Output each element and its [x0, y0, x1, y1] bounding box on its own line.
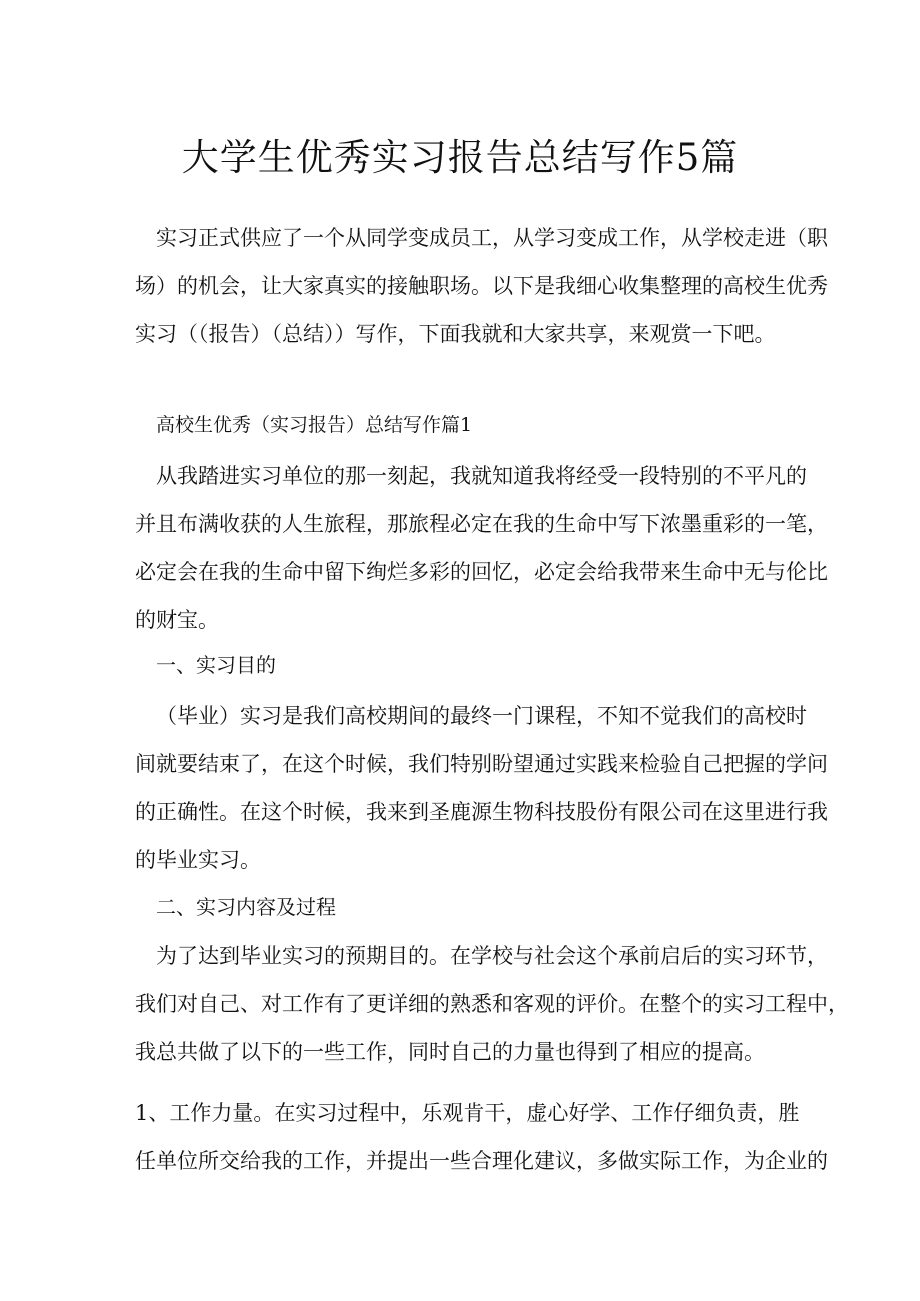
opening-paragraph	[135, 452, 828, 644]
intro-paragraph	[135, 214, 828, 358]
opening-line: 必定会在我的生命中留下绚烂多彩的回忆，必定会给我带来生命中无与伦比	[135, 560, 828, 584]
section1-heading: 一、实习目的	[156, 653, 276, 677]
item1-paragraph	[135, 1089, 828, 1185]
chapter-heading: 高校生优秀（实习报告）总结写作篇1	[156, 414, 473, 436]
intro-line: 实习（（报告）（总结））写作，下面我就和大家共享，来观赏一下吧。	[135, 322, 776, 346]
section2-line: 我总共做了以下的一些工作，同时自己的力量也得到了相应的提高。	[135, 1040, 765, 1064]
document-title: 大学生优秀实习报告总结写作5篇	[181, 136, 739, 179]
section1-line: 的毕业实习。	[135, 848, 261, 872]
item1-line: 1、工作力量。在实习过程中，乐观肯干，虚心好学、工作仔细负责，胜	[135, 1101, 800, 1125]
item1-line: 任单位所交给我的工作，并提出一些合理化建议，多做实际工作，为企业的	[135, 1149, 828, 1173]
opening-line: 并且布满收获的人生旅程，那旅程必定在我的生命中写下浓墨重彩的一笔，	[135, 512, 828, 536]
section2-line: 为了达到毕业实习的预期目的。在学校与社会这个承前启后的实习环节，	[156, 944, 828, 968]
section1-line: （毕业）实习是我们高校期间的最终一门课程，不知不觉我们的高校时	[156, 704, 807, 728]
section1-line: 的正确性。在这个时候，我来到圣鹿源生物科技股份有限公司在这里进行我	[135, 800, 828, 824]
intro-line: 实习正式供应了一个从同学变成员工，从学习变成工作，从学校走进（职	[156, 226, 828, 250]
section2-line: 我们对自己、对工作有了更详细的熟悉和客观的评价。在整个的实习工程中，	[135, 992, 849, 1016]
section2-paragraph	[135, 932, 849, 1076]
opening-line: 的财宝。	[135, 608, 219, 632]
opening-line: 从我踏进实习单位的那一刻起，我就知道我将经受一段特别的不平凡的	[156, 464, 807, 488]
intro-line: 场）的机会，让大家真实的接触职场。以下是我细心收集整理的高校生优秀	[135, 274, 828, 298]
section2-heading: 二、实习内容及过程	[156, 895, 336, 919]
section1-paragraph	[135, 692, 828, 884]
section1-line: 间就要结束了，在这个时候，我们特别盼望通过实践来检验自己把握的学问	[135, 752, 828, 776]
